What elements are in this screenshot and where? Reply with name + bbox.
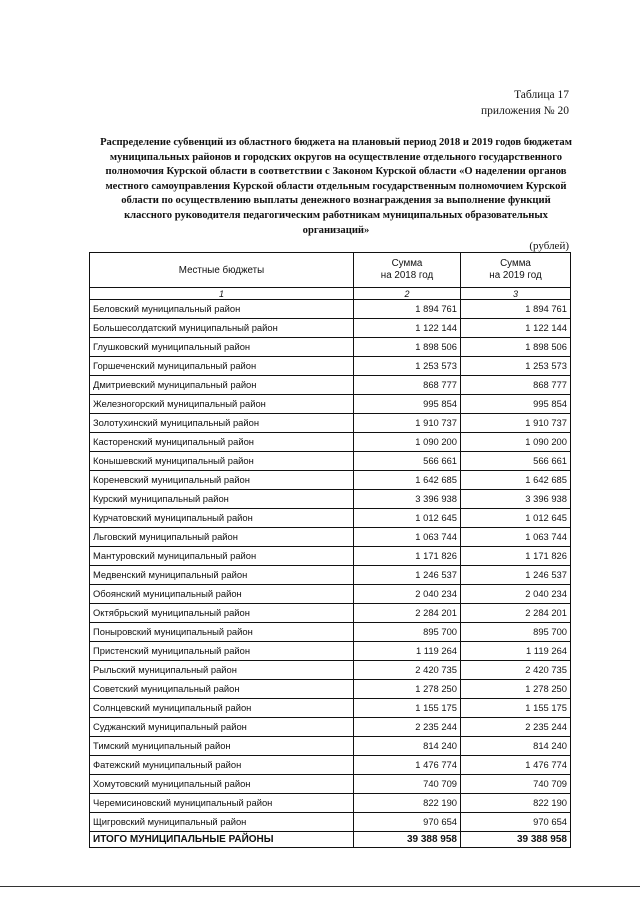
- district-name-cell: Глушковский муниципальный район: [90, 338, 354, 357]
- amount-2019-cell: 1 642 685: [461, 471, 571, 490]
- amount-2019-cell: 814 240: [461, 737, 571, 756]
- table-row: [90, 319, 571, 338]
- amount-2018-cell: 1 122 144: [354, 319, 461, 338]
- amount-2018-cell: 740 709: [354, 775, 461, 794]
- table-body: [90, 300, 571, 832]
- amount-2018-cell: 2 420 735: [354, 661, 461, 680]
- table-row: [90, 661, 571, 680]
- amount-2019-cell: 1 122 144: [461, 319, 571, 338]
- total-label: ИТОГО МУНИЦИПАЛЬНЫЕ РАЙОНЫ: [90, 832, 354, 848]
- total-2018: 39 388 958: [354, 832, 461, 848]
- amount-2018-cell: 995 854: [354, 395, 461, 414]
- district-name-cell: Суджанский муниципальный район: [90, 718, 354, 737]
- amount-2019-cell: 566 661: [461, 452, 571, 471]
- column-header-2019-line2: на 2019 год: [489, 270, 542, 281]
- amount-2019-cell: 1 253 573: [461, 357, 571, 376]
- table-row: [90, 357, 571, 376]
- column-header-2018-line1: Сумма: [391, 258, 423, 269]
- amount-2018-cell: 1 642 685: [354, 471, 461, 490]
- table-row: [90, 623, 571, 642]
- amount-2018-cell: 1 476 774: [354, 756, 461, 775]
- amount-2018-cell: 1 278 250: [354, 680, 461, 699]
- amount-2018-cell: 1 063 744: [354, 528, 461, 547]
- column-header-budgets: Местные бюджеты: [90, 253, 354, 288]
- table-row: [90, 585, 571, 604]
- amount-2019-cell: 1 246 537: [461, 566, 571, 585]
- amount-2019-cell: 895 700: [461, 623, 571, 642]
- amount-2019-cell: 1 476 774: [461, 756, 571, 775]
- total-row: [90, 832, 571, 848]
- amount-2019-cell: 970 654: [461, 813, 571, 832]
- column-header-2019: [461, 253, 571, 288]
- amount-2018-cell: 814 240: [354, 737, 461, 756]
- unit-label: (рублей): [529, 240, 569, 252]
- amount-2019-cell: 995 854: [461, 395, 571, 414]
- district-name-cell: Мантуровский муниципальный район: [90, 547, 354, 566]
- amount-2018-cell: 566 661: [354, 452, 461, 471]
- column-header-2019-line1: Сумма: [500, 258, 531, 269]
- district-name-cell: Поныровский муниципальный район: [90, 623, 354, 642]
- amount-2019-cell: 2 040 234: [461, 585, 571, 604]
- district-name-cell: Рыльский муниципальный район: [90, 661, 354, 680]
- district-name-cell: Октябрьский муниципальный район: [90, 604, 354, 623]
- amount-2019-cell: 1 894 761: [461, 300, 571, 319]
- amount-2018-cell: 2 235 244: [354, 718, 461, 737]
- amount-2018-cell: 1 894 761: [354, 300, 461, 319]
- district-name-cell: Кореневский муниципальный район: [90, 471, 354, 490]
- amount-2018-cell: 1 119 264: [354, 642, 461, 661]
- amount-2018-cell: 1 253 573: [354, 357, 461, 376]
- table-row: [90, 566, 571, 585]
- amount-2018-cell: 2 284 201: [354, 604, 461, 623]
- amount-2019-cell: 3 396 938: [461, 490, 571, 509]
- district-name-cell: Курчатовский муниципальный район: [90, 509, 354, 528]
- table-row: [90, 680, 571, 699]
- table-row: [90, 547, 571, 566]
- column-number-row: [90, 288, 571, 300]
- amount-2019-cell: 2 420 735: [461, 661, 571, 680]
- district-name-cell: Большесолдатский муниципальный район: [90, 319, 354, 338]
- district-name-cell: Касторенский муниципальный район: [90, 433, 354, 452]
- amount-2019-cell: 1 155 175: [461, 699, 571, 718]
- district-name-cell: Дмитриевский муниципальный район: [90, 376, 354, 395]
- amount-2019-cell: 2 284 201: [461, 604, 571, 623]
- district-name-cell: Курский муниципальный район: [90, 490, 354, 509]
- table-row: [90, 395, 571, 414]
- table-row: [90, 813, 571, 832]
- table-row: [90, 433, 571, 452]
- amount-2018-cell: 868 777: [354, 376, 461, 395]
- amount-2018-cell: 1 171 826: [354, 547, 461, 566]
- amount-2018-cell: 1 898 506: [354, 338, 461, 357]
- table-row: [90, 528, 571, 547]
- district-name-cell: Тимский муниципальный район: [90, 737, 354, 756]
- table-row: [90, 452, 571, 471]
- amount-2019-cell: 822 190: [461, 794, 571, 813]
- amount-2019-cell: 1 063 744: [461, 528, 571, 547]
- amount-2019-cell: 1 910 737: [461, 414, 571, 433]
- district-name-cell: Железногорский муниципальный район: [90, 395, 354, 414]
- district-name-cell: Беловский муниципальный район: [90, 300, 354, 319]
- amount-2018-cell: 895 700: [354, 623, 461, 642]
- amount-2018-cell: 2 040 234: [354, 585, 461, 604]
- amount-2018-cell: 1 246 537: [354, 566, 461, 585]
- amount-2019-cell: 1 119 264: [461, 642, 571, 661]
- amount-2019-cell: 1 278 250: [461, 680, 571, 699]
- table-number-label: Таблица 17: [514, 89, 569, 101]
- district-name-cell: Фатежский муниципальный район: [90, 756, 354, 775]
- amount-2019-cell: 740 709: [461, 775, 571, 794]
- column-header-2018: [354, 253, 461, 288]
- district-name-cell: Конышевский муниципальный район: [90, 452, 354, 471]
- table-header: [90, 253, 571, 300]
- amount-2019-cell: 1 171 826: [461, 547, 571, 566]
- district-name-cell: Хомутовский муниципальный район: [90, 775, 354, 794]
- district-name-cell: Советский муниципальный район: [90, 680, 354, 699]
- table-row: [90, 699, 571, 718]
- table-row: [90, 300, 571, 319]
- district-name-cell: Щигровский муниципальный район: [90, 813, 354, 832]
- district-name-cell: Льговский муниципальный район: [90, 528, 354, 547]
- table-row: [90, 718, 571, 737]
- amount-2019-cell: 868 777: [461, 376, 571, 395]
- amount-2018-cell: 822 190: [354, 794, 461, 813]
- appendix-label: приложения № 20: [481, 105, 569, 117]
- total-2019: 39 388 958: [461, 832, 571, 848]
- table-row: [90, 509, 571, 528]
- amount-2018-cell: 1 090 200: [354, 433, 461, 452]
- district-name-cell: Черемисиновский муниципальный район: [90, 794, 354, 813]
- table-row: [90, 471, 571, 490]
- table-row: [90, 604, 571, 623]
- subsidy-table: [89, 252, 571, 848]
- district-name-cell: Пристенский муниципальный район: [90, 642, 354, 661]
- table-row: [90, 642, 571, 661]
- table-row: [90, 376, 571, 395]
- table-row: [90, 756, 571, 775]
- column-header-2018-line2: на 2018 год: [380, 270, 434, 281]
- amount-2018-cell: 3 396 938: [354, 490, 461, 509]
- amount-2018-cell: 1 012 645: [354, 509, 461, 528]
- amount-2019-cell: 1 090 200: [461, 433, 571, 452]
- table-row: [90, 338, 571, 357]
- district-name-cell: Солнцевский муниципальный район: [90, 699, 354, 718]
- amount-2018-cell: 1 910 737: [354, 414, 461, 433]
- table-row: [90, 775, 571, 794]
- district-name-cell: Медвенский муниципальный район: [90, 566, 354, 585]
- amount-2019-cell: 1 012 645: [461, 509, 571, 528]
- amount-2019-cell: 2 235 244: [461, 718, 571, 737]
- table-row: [90, 794, 571, 813]
- district-name-cell: Золотухинский муниципальный район: [90, 414, 354, 433]
- column-number-1: 1: [90, 288, 354, 300]
- table-row: [90, 737, 571, 756]
- amount-2018-cell: 970 654: [354, 813, 461, 832]
- amount-2019-cell: 1 898 506: [461, 338, 571, 357]
- table-row: [90, 414, 571, 433]
- amount-2018-cell: 1 155 175: [354, 699, 461, 718]
- page-bottom-rule: [0, 886, 640, 887]
- district-name-cell: Горшеченский муниципальный район: [90, 357, 354, 376]
- table-row: [90, 490, 571, 509]
- column-number-2: 2: [354, 288, 461, 300]
- column-number-3: 3: [461, 288, 571, 300]
- district-name-cell: Обоянский муниципальный район: [90, 585, 354, 604]
- document-title: Распределение субвенций из областного бюджета на плановый период 2018 и 2019 годов бюджетам муниципальных районов и городских округов на осуществление отдельного государственного полномочия Курской области в соответствии с Законом Курской области «О наделении органов местного самоуправления Курской области отдельным государственным полномочием Курской области по осуществлению выплаты денежного вознаграждения за выполнение функций классного руководителя педагогическим работникам муниципальных образовательных организаций»: [100, 137, 572, 236]
